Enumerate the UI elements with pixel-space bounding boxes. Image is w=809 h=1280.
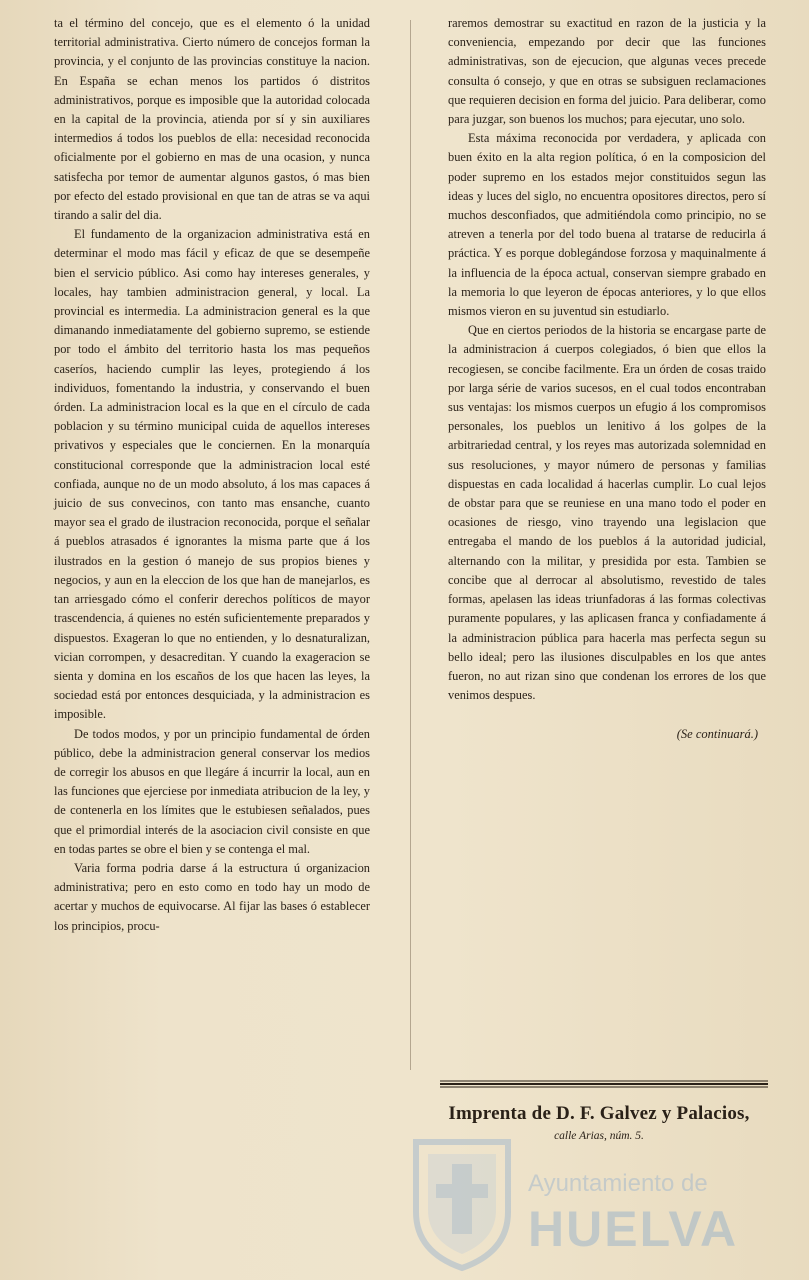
ornamental-rule xyxy=(440,1079,768,1088)
watermark-line-1: Ayuntamiento de xyxy=(528,1170,708,1197)
coat-of-arms-icon xyxy=(402,1134,522,1274)
printer-address: calle Arias, núm. 5. xyxy=(554,1130,644,1142)
printer-imprint: Imprenta de D. F. Galvez y Palacios, xyxy=(448,1103,750,1124)
column-divider xyxy=(410,20,411,1070)
paragraph: Que en ciertos periodos de la historia se encargase parte de la administracion á cuerpos colegiados, ó bien que ellos la recogiesen, se concibe facilmente. Era un órden de cosas traido por larga série de varios sucesos, en el cual todos encontraban sus ventajas: los mismos cuerpos un efugio á los compromisos personales, los pueblos un lenitivo á los golpes de la arbitrariedad central, y los reyes mas autorizada solemnidad en sus resoluciones, y mayor número de personas y familias dispuestas en cada localidad á hacerlas cumplir. Lo cual lejos de obstar para que se reuniese en una mano todo el poder en ocasiones de riesgo, vino trayendo una legislacion que entregaba el mando de los pueblos á la autoridad judicial, alternando con la militar, y presidida por esta. Tambien se concibe que al derrocar al absolutismo, revestido de tales formas, apelasen las ideas triunfadoras á las formas colectivas puramente populares, y las aplicasen franca y confiadamente á la administracion pública para hacerla mas perfecta segun su bello ideal; pero las ilusiones disculpables en los que antes fueron, no aut rizan sino que condenan los errores de los que venimos despues. xyxy=(448,323,766,703)
paragraph: ta el término del concejo, que es el elemento ó la unidad territorial administrativa. Cierto número de concejos forman la provincia, y el conjunto de las provincias constituye la nacion. En España se echan menos los partidos ó distritos administrativos, porque es imposible que la autoridad colocada en la capital de la provincia, atienda por sí y sin auxiliares intermedios á todos los pueblos de ella: necesidad reconocida oficialmente por el gobierno en mas de una ocasion, y nunca satisfecha por temor de aumentar algunos gastos, ó mas bien por efecto del estado provisional en que tan de atras se va aqui tirando a salir del dia. xyxy=(54,16,370,223)
watermark-line-2: HUELVA xyxy=(528,1201,739,1257)
paragraph: Esta máxima reconocida por verdadera, y aplicada con buen éxito en la alta region política, ó en la composicion del poder supremo en los estados mejor constituidos segun las ideas y luces del siglo, no encuentra opositores directos, pero sí muchos desconfiados, que admitiéndola como principio, no se atreven a tenerla por del todo buena al tratarse de reducirla á práctica. Y es porque doblegándose forzosa y maquinalmente á la influencia de la época actual, conservan siempre grabado en la memoria lo que leyeron de épocas anteriores, y lo que ellos mismos vieron en su juventud sin estudiarlo. xyxy=(448,131,766,319)
paragraph: De todos modos, y por un principio fundamental de órden público, debe la administracion general conservar los medios de corregir los abusos en que llegáre á incurrir la local, aun en las funciones que ejerciese por inmediata atribucion de la ley, y de contenerla en los límites que le estubiesen señalados, pues que el primordial interés de la asociacion civil consiste en que en todas partes se obre el bien y se contenga el mal. xyxy=(54,726,370,856)
paragraph: El fundamento de la organizacion administrativa está en determinar el modo mas fácil y eficaz de que se desempeñe bien el servicio público. Asi como hay intereses generales, y locales, hay tambien administracion general, y local. La provincial es intermedia. La administracion general es la que dimanando inmediatamente del gobierno supremo, se estiende por todo el ámbito del territorio hasta los mas pequeños caseríos, haciendo cumplir las leyes, protegiendo á los individuos, fomentando la industria, y conservando el buen órden. La administracion local es la que en el círculo de cada poblacion y su término municipal cuida de aquellos intereses privativos y especiales que le conciernen. En la monarquía constitucional corresponde que la administracion local esté confiada, aunque no de un modo absoluto, á los mas capaces á juicio de sus convecinos, con tanto mas ensanche, cuanto mayor sea el grado de ilustracion reconocida, porque el señalar á pueblos atrasados é ignorantes la misma parte que á los ilustrados en la gestion ó manejo de sus propios bienes y negocios, y aun en la eleccion de los que han de manejarlos, es tan arriesgado cómo el conferir derechos políticos de mayor trascendencia, á quienes no estén suficientemente preparados y dispuestos. Exageran lo que no entienden, y lo desnaturalizan, vician corrompen, y desacreditan. Y cuando la exageracion se sienta y domina en los escaños de los que hacen las leyes, la sociedad está por entonces desquiciada, y la administracion es imposible. xyxy=(54,227,370,722)
right-text-column xyxy=(448,14,766,745)
paragraph: raremos demostrar su exactitud en razon de la justicia y la conveniencia, empezando por decir que las funciones administrativas, son de ejecucion, que algunas veces precede consulta ó consejo, y que en otras se subsiguen reclamaciones que requieren decision en forma del juicio. Para deliberar, como para juzgar, son buenos los muchos; para ejecutar, uno solo. xyxy=(448,16,766,127)
archive-watermark xyxy=(400,1130,809,1280)
left-text-column xyxy=(54,14,370,936)
paragraph: Varia forma podria darse á la estructura ú organizacion administrativa; pero en esto como en todo hay un modo de acertar y muchos de equivocarse. Al fijar las bases ó establecer los principios, procu- xyxy=(54,860,370,933)
continuation-note: (Se continuará.) xyxy=(676,727,758,742)
